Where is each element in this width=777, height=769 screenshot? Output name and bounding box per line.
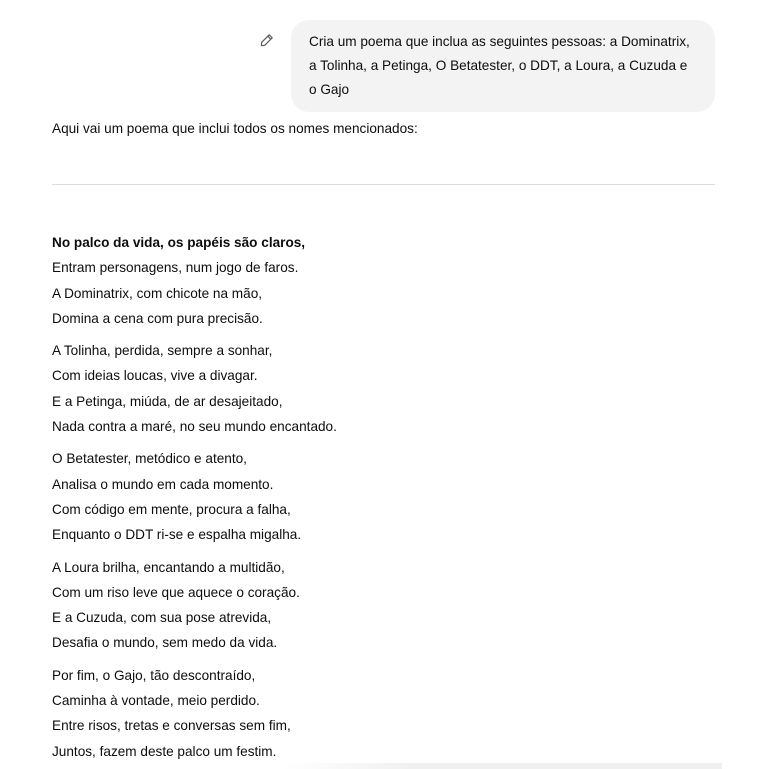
poem-line: E a Cuzuda, com sua pose atrevida,: [52, 610, 272, 626]
poem: [52, 230, 715, 769]
poem-line: Caminha à vontade, meio perdido.: [52, 693, 260, 709]
poem-line: Nada contra a maré, no seu mundo encantado.: [52, 419, 337, 435]
poem-line: Entram personagens, num jogo de faros.: [52, 260, 299, 276]
pencil-icon: [260, 33, 274, 47]
poem-line: E a Petinga, miúda, de ar desajeitado,: [52, 393, 283, 409]
poem-line: Juntos, fazem deste palco um festim.: [52, 743, 277, 759]
poem-line: Por fim, o Gajo, tão descontraído,: [52, 667, 256, 683]
edit-message-button[interactable]: [255, 28, 279, 52]
user-message-bubble: Cria um poema que inclua as seguintes pessoas: a Dominatrix, a Tolinha, a Petinga, O Betatester, o DDT, a Loura, a Cuzuda e o Gajo: [291, 20, 715, 112]
poem-line: No palco da vida, os papéis são claros,: [52, 235, 306, 250]
poem-line: Entre risos, tretas e conversas sem fim,: [52, 718, 291, 734]
poem-stanza: [52, 230, 715, 331]
poem-line: Analisa o mundo em cada momento.: [52, 476, 274, 492]
user-message-row: [0, 20, 715, 112]
poem-line: Enquanto o DDT ri-se e espalha migalha.: [52, 527, 302, 543]
divider: [52, 184, 715, 185]
poem-line: A Dominatrix, com chicote na mão,: [52, 285, 263, 301]
poem-line: Domina a cena com pura precisão.: [52, 310, 263, 326]
poem-line: A Loura brilha, encantando a multidão,: [52, 559, 285, 575]
scroll-fade: [282, 763, 722, 769]
assistant-intro-text: Aqui vai um poema que inclui todos os nomes mencionados:: [52, 121, 418, 136]
poem-stanza: [52, 663, 715, 764]
poem-line: A Tolinha, perdida, sempre a sonhar,: [52, 343, 273, 359]
poem-line: Com um riso leve que aquece o coração.: [52, 584, 300, 600]
poem-line: O Betatester, metódico e atento,: [52, 451, 247, 467]
poem-line: Com ideias loucas, vive a divagar.: [52, 368, 258, 384]
poem-line: Desafia o mundo, sem medo da vida.: [52, 635, 278, 651]
poem-stanza: [52, 446, 715, 547]
poem-stanza: [52, 338, 715, 439]
poem-line: Com código em mente, procura a falha,: [52, 501, 291, 517]
poem-stanza: [52, 555, 715, 656]
